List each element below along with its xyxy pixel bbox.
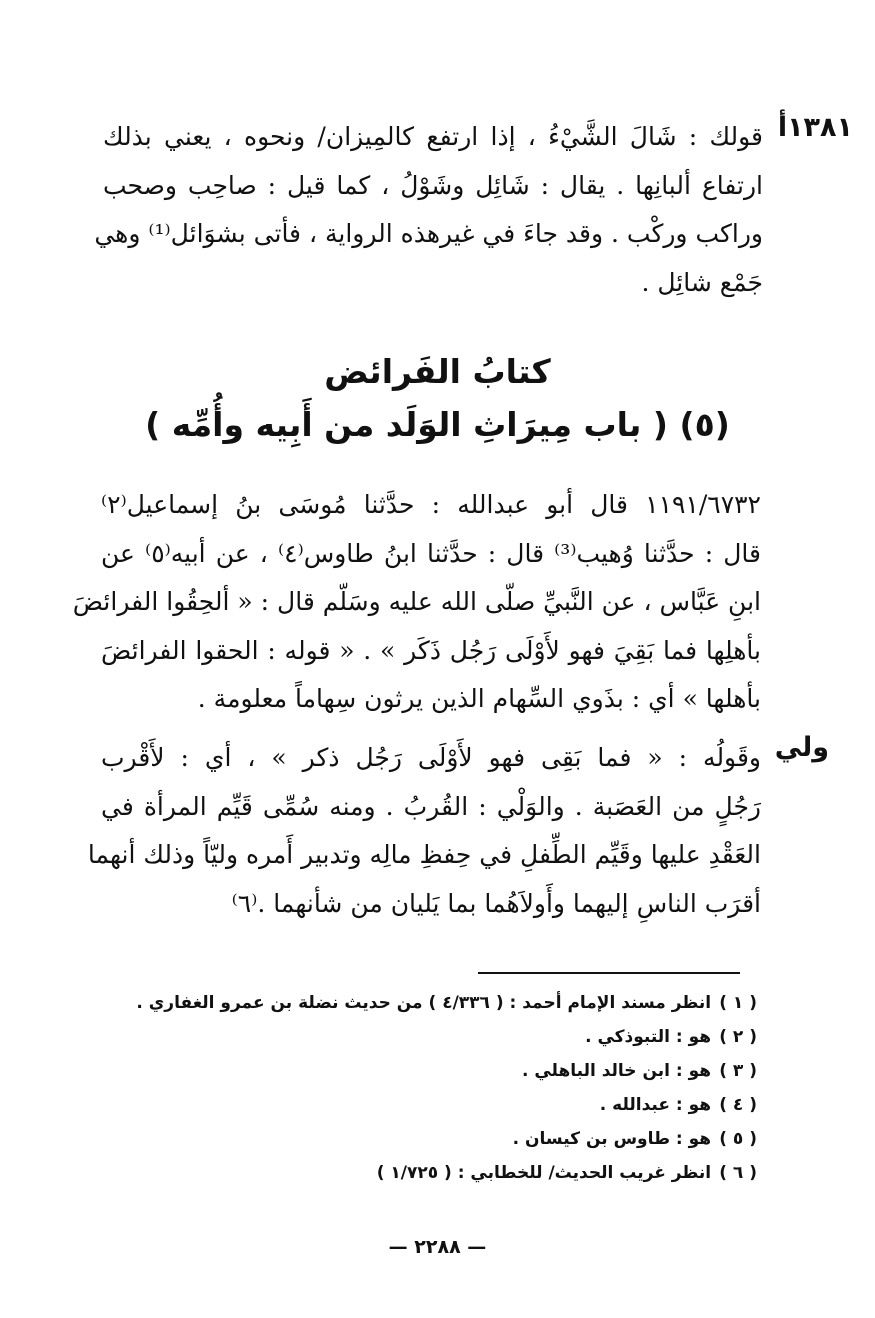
footnote-divider — [478, 972, 740, 974]
footnote-item — [97, 986, 757, 1020]
hadith-line: قال : حدَّثنا وُهيب⁽³⁾ قال : حدَّثنا ابنُ طاوس⁽٤⁾ ، عن أبيه⁽٥⁾ عن — [101, 538, 761, 568]
commentary-line: العَقْدِ عليها وقَيِّم الطِّفلِ في حِفظِ مالِه وتدبير أَمره وليّاً وذلك أنهما — [87, 840, 761, 869]
footnote-item — [97, 1088, 757, 1122]
footnote-number: ( ٥ ) — [719, 1129, 757, 1149]
commentary-paragraph — [87, 734, 761, 928]
footnote-number: ( ٢ ) — [719, 1027, 757, 1047]
commentary-line: أقرَب الناسِ إليهما وأَولاَهُما بما يَليان من شأنهما .⁽٦⁾ — [231, 888, 761, 918]
intro-paragraph — [94, 113, 763, 307]
hadith-line: ابنِ عَبَّاس ، عن النَّبيِّ صلّى الله عليه وسَلّم قال : « ألحِقُوا الفرائضَ — [72, 587, 761, 616]
commentary-line: رَجُلٍ من العَصَبة . والوَلْي : القُربُ . ومنه سُمِّى قَيِّم المرأة في — [101, 791, 761, 821]
hadith-paragraph — [72, 481, 761, 724]
intro-line: ارتفاع ألبانِها . يقال : شَائِل وشَوْلُ ، كما قيل : صاحِب وصحب — [103, 170, 763, 200]
footnote-number: ( ٦ ) — [719, 1163, 757, 1183]
hadith-line: ١١٩١/٦٧٣٢ قال أبو عبدالله : حدَّثنا مُوسَى بنُ إسماعيل⁽٢⁾ — [101, 490, 761, 519]
footnote-item — [97, 1020, 757, 1054]
footnote-text: انظر غريب الحديث/ للخطابي : ( ١/٧٢٥ ) — [376, 1163, 712, 1183]
footnote-text: هو : التبوذكي . — [585, 1027, 712, 1047]
footnote-text: هو : طاوس بن كيسان . — [512, 1129, 712, 1149]
margin-manuscript-marker: ١٣٨١أ — [777, 112, 853, 143]
hadith-line: بأهلها » أي : بذَوي السِّهام الذين يرثون سِهاماً معلومة . — [197, 684, 761, 713]
footnote-text: انظر مسند الإمام أحمد : ( ٤/٣٣٦ ) من حديث نضلة بن عمرو الغفاري . — [136, 993, 712, 1013]
book-title: كتابُ الفَرائض — [324, 352, 551, 391]
footnote-item — [97, 1122, 757, 1156]
footnotes-list — [97, 986, 757, 1190]
footnote-text: هو : ابن خالد الباهلي . — [521, 1061, 712, 1081]
footnote-number: ( ٤ ) — [719, 1095, 757, 1115]
intro-line: وراكب وركْب . وقد جاءَ في غيرهذه الرواية ، فأتى بشوَائل⁽¹⁾ وهي — [94, 219, 763, 248]
intro-line: جَمْع شائِل . — [641, 267, 763, 297]
footnote-number: ( ٣ ) — [719, 1061, 757, 1081]
commentary-line: وقَولُه : « فما بَقِى فهو لأَوْلَى رَجُل ذكر » ، أي : لأَقْرب — [101, 743, 761, 772]
footnote-item — [97, 1156, 757, 1190]
margin-keyword-marker: ولي — [774, 732, 829, 763]
footnote-number: ( ١ ) — [719, 993, 757, 1013]
footnote-text: هو : عبدالله . — [599, 1095, 712, 1115]
footnote-item — [97, 1054, 757, 1088]
chapter-title: (٥) ( باب مِيرَاثِ الوَلَد من أَبِيه وأُمِّه ) — [145, 405, 730, 444]
intro-line: قولك : شَالَ الشَّيْءُ ، إذا ارتفع كالمِيزان/ ونحوه ، يعني بذلك — [103, 122, 763, 151]
hadith-line: بأهلِها فما بَقِيَ فهو لأَوْلَى رَجُل ذَكَر » . « قوله : الحقوا الفرائضَ — [101, 635, 761, 665]
page-number: — ٢٢٨٨ — — [388, 1236, 487, 1258]
